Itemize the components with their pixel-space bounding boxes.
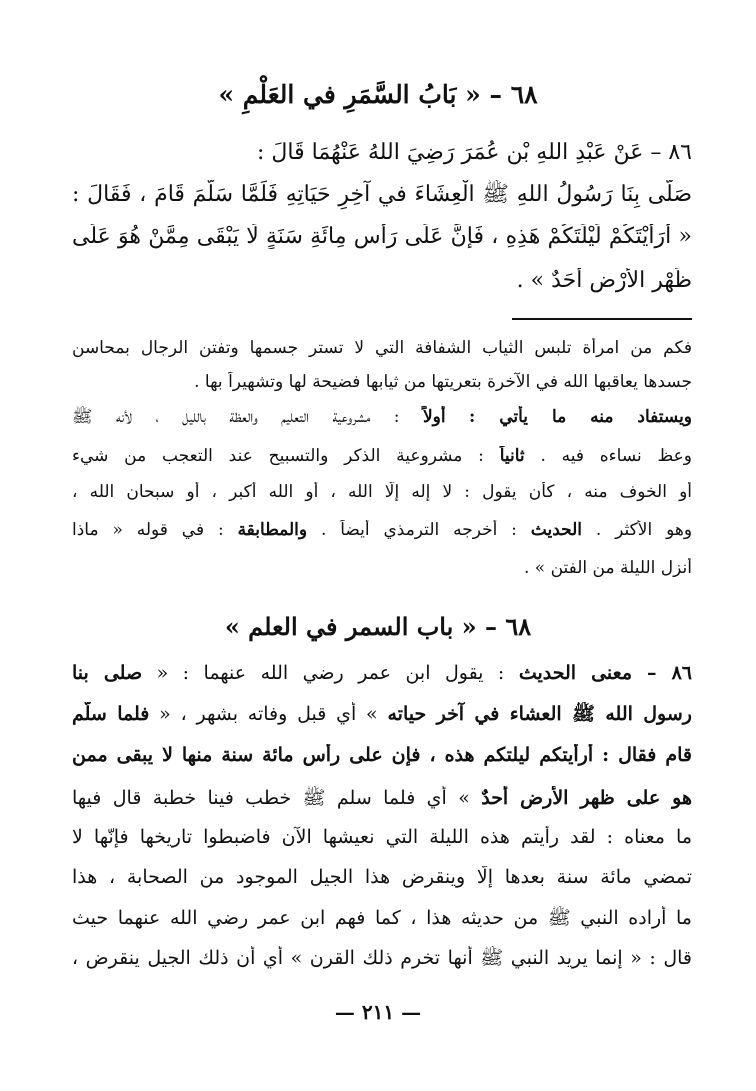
explanation-line	[72, 662, 692, 684]
explanation-line: ما معناه : لقد رأيتم هذه الليلة التي نعيشها الآن فاضبطوا تاريخها فإنّها لا	[72, 826, 692, 848]
commentary-line: أو الخوف منه ، كأن يقول : لا إله إلّا الله ، أو الله أكبر ، أو سبحان الله ،	[72, 482, 692, 502]
explanation-text: » أي قبل وفاته بشهر ، «	[159, 703, 378, 725]
quote-text: رسول الله ﷺ العشاء في آخر حياته	[387, 703, 692, 725]
commentary-text: : مشروعية التعليم والعظة بالليل ، لأنه ﷺ	[72, 407, 400, 427]
explanation-line	[72, 702, 692, 730]
commentary-line: فكم من امرأة تلبس الثياب الشفافة التي لا تستر جسمها وتفتن الرجال بمحاسن	[72, 338, 692, 358]
explanation-line: ما أراده النبي ﷺ من حديثه هذا ، كما فهم ابن عمر رضي الله عنهما حيث	[72, 907, 692, 929]
commentary-text: وهو الأكثر .	[595, 520, 692, 540]
commentary-line	[72, 406, 692, 431]
commentary-line: أنزل الليلة من الفتن » .	[523, 558, 692, 578]
hadith-line: ٨٦ – عَنْ عَبْدِ اللهِ بْنِ عُمَرَ رَضِيَ اللهُ عَنْهُمَا قَالَ :	[257, 140, 692, 165]
page-number: — ٢١١ —	[334, 1000, 422, 1024]
commentary-text: وعظ نساءه فيه .	[540, 446, 692, 466]
benefits-label: ويستفاد منه ما يأتي :	[469, 407, 692, 427]
meaning-label: ٨٦ – معنى الحديث	[518, 662, 692, 684]
explanation-text: » أي فلما سلم ﷺ خطب فينا خطبة قال فيها	[72, 787, 470, 809]
hadith-label: الحديث	[530, 520, 583, 540]
explanation-text: : يقول ابن عمر رضي الله عنهما : «	[156, 662, 505, 684]
explanation-line: قال : « إنما يريد النبي ﷺ أنها تخرم ذلك القرن » أي أن ذلك الجيل ينقرض ،	[72, 947, 692, 969]
quote-text: هو على ظهر الأرض أحدٌ	[481, 787, 692, 809]
quote-text: فلما سلّم	[72, 703, 150, 725]
hadith-line: صَلَّى بِنَا رَسُولُ اللهِ ﷺ الْعِشَاءَ في آخِرِ حَيَاتِهِ فَلَمَّا سَلَّمَ قَامَ ، فَقَالَ :	[72, 182, 692, 207]
commentary-line	[72, 446, 692, 466]
footnote-divider	[512, 318, 692, 320]
hadith-line: « أَرَأَيْتَكُمْ لَيْلَتَكُمْ هَذِهِ ، فَإِنَّ عَلَى رَأْسِ مِائَةِ سَنَةٍ لَا يَبْقَى مِمَّنْ هُوَ عَلَى	[72, 224, 692, 249]
section-heading: ٦٨ – « بَابُ السَّمَرِ في العَلْمِ »	[218, 80, 538, 109]
commentary-line: جسدها يعاقبها الله في الآخرة بتعريتها من ثيابها فضيحة لها وتشهيراً بها .	[194, 372, 692, 392]
commentary-line	[72, 520, 692, 540]
section-heading-2: ٦٨ – « باب السمر في العلم »	[224, 612, 532, 641]
first-label: أولاً	[422, 407, 446, 427]
commentary-text: : مشروعية الذكر والتسبيح عند التعجب من شيء	[72, 446, 484, 466]
hadith-line: ظَهْرِ الأَرْضِ أَحَدٌ » .	[516, 268, 692, 293]
commentary-text: : في قوله « ماذا	[72, 520, 224, 540]
quote-text: صلى بنا	[72, 662, 143, 684]
commentary-text: : أخرجه الترمذي أيضاً .	[320, 520, 517, 540]
correspondence-label: والمطابقة	[237, 520, 308, 540]
explanation-line: قام فقال : أرأيتكم ليلتكم هذه ، فإن على رأس مائة سنة منها لا يبقى ممن	[72, 744, 692, 766]
second-label: ثانياً	[499, 446, 525, 466]
explanation-line	[72, 786, 692, 814]
explanation-line: تمضي مائة سنة بعدها إلّا وينقرض هذا الجيل الموجود من الصحابة ، هذا	[72, 866, 692, 888]
